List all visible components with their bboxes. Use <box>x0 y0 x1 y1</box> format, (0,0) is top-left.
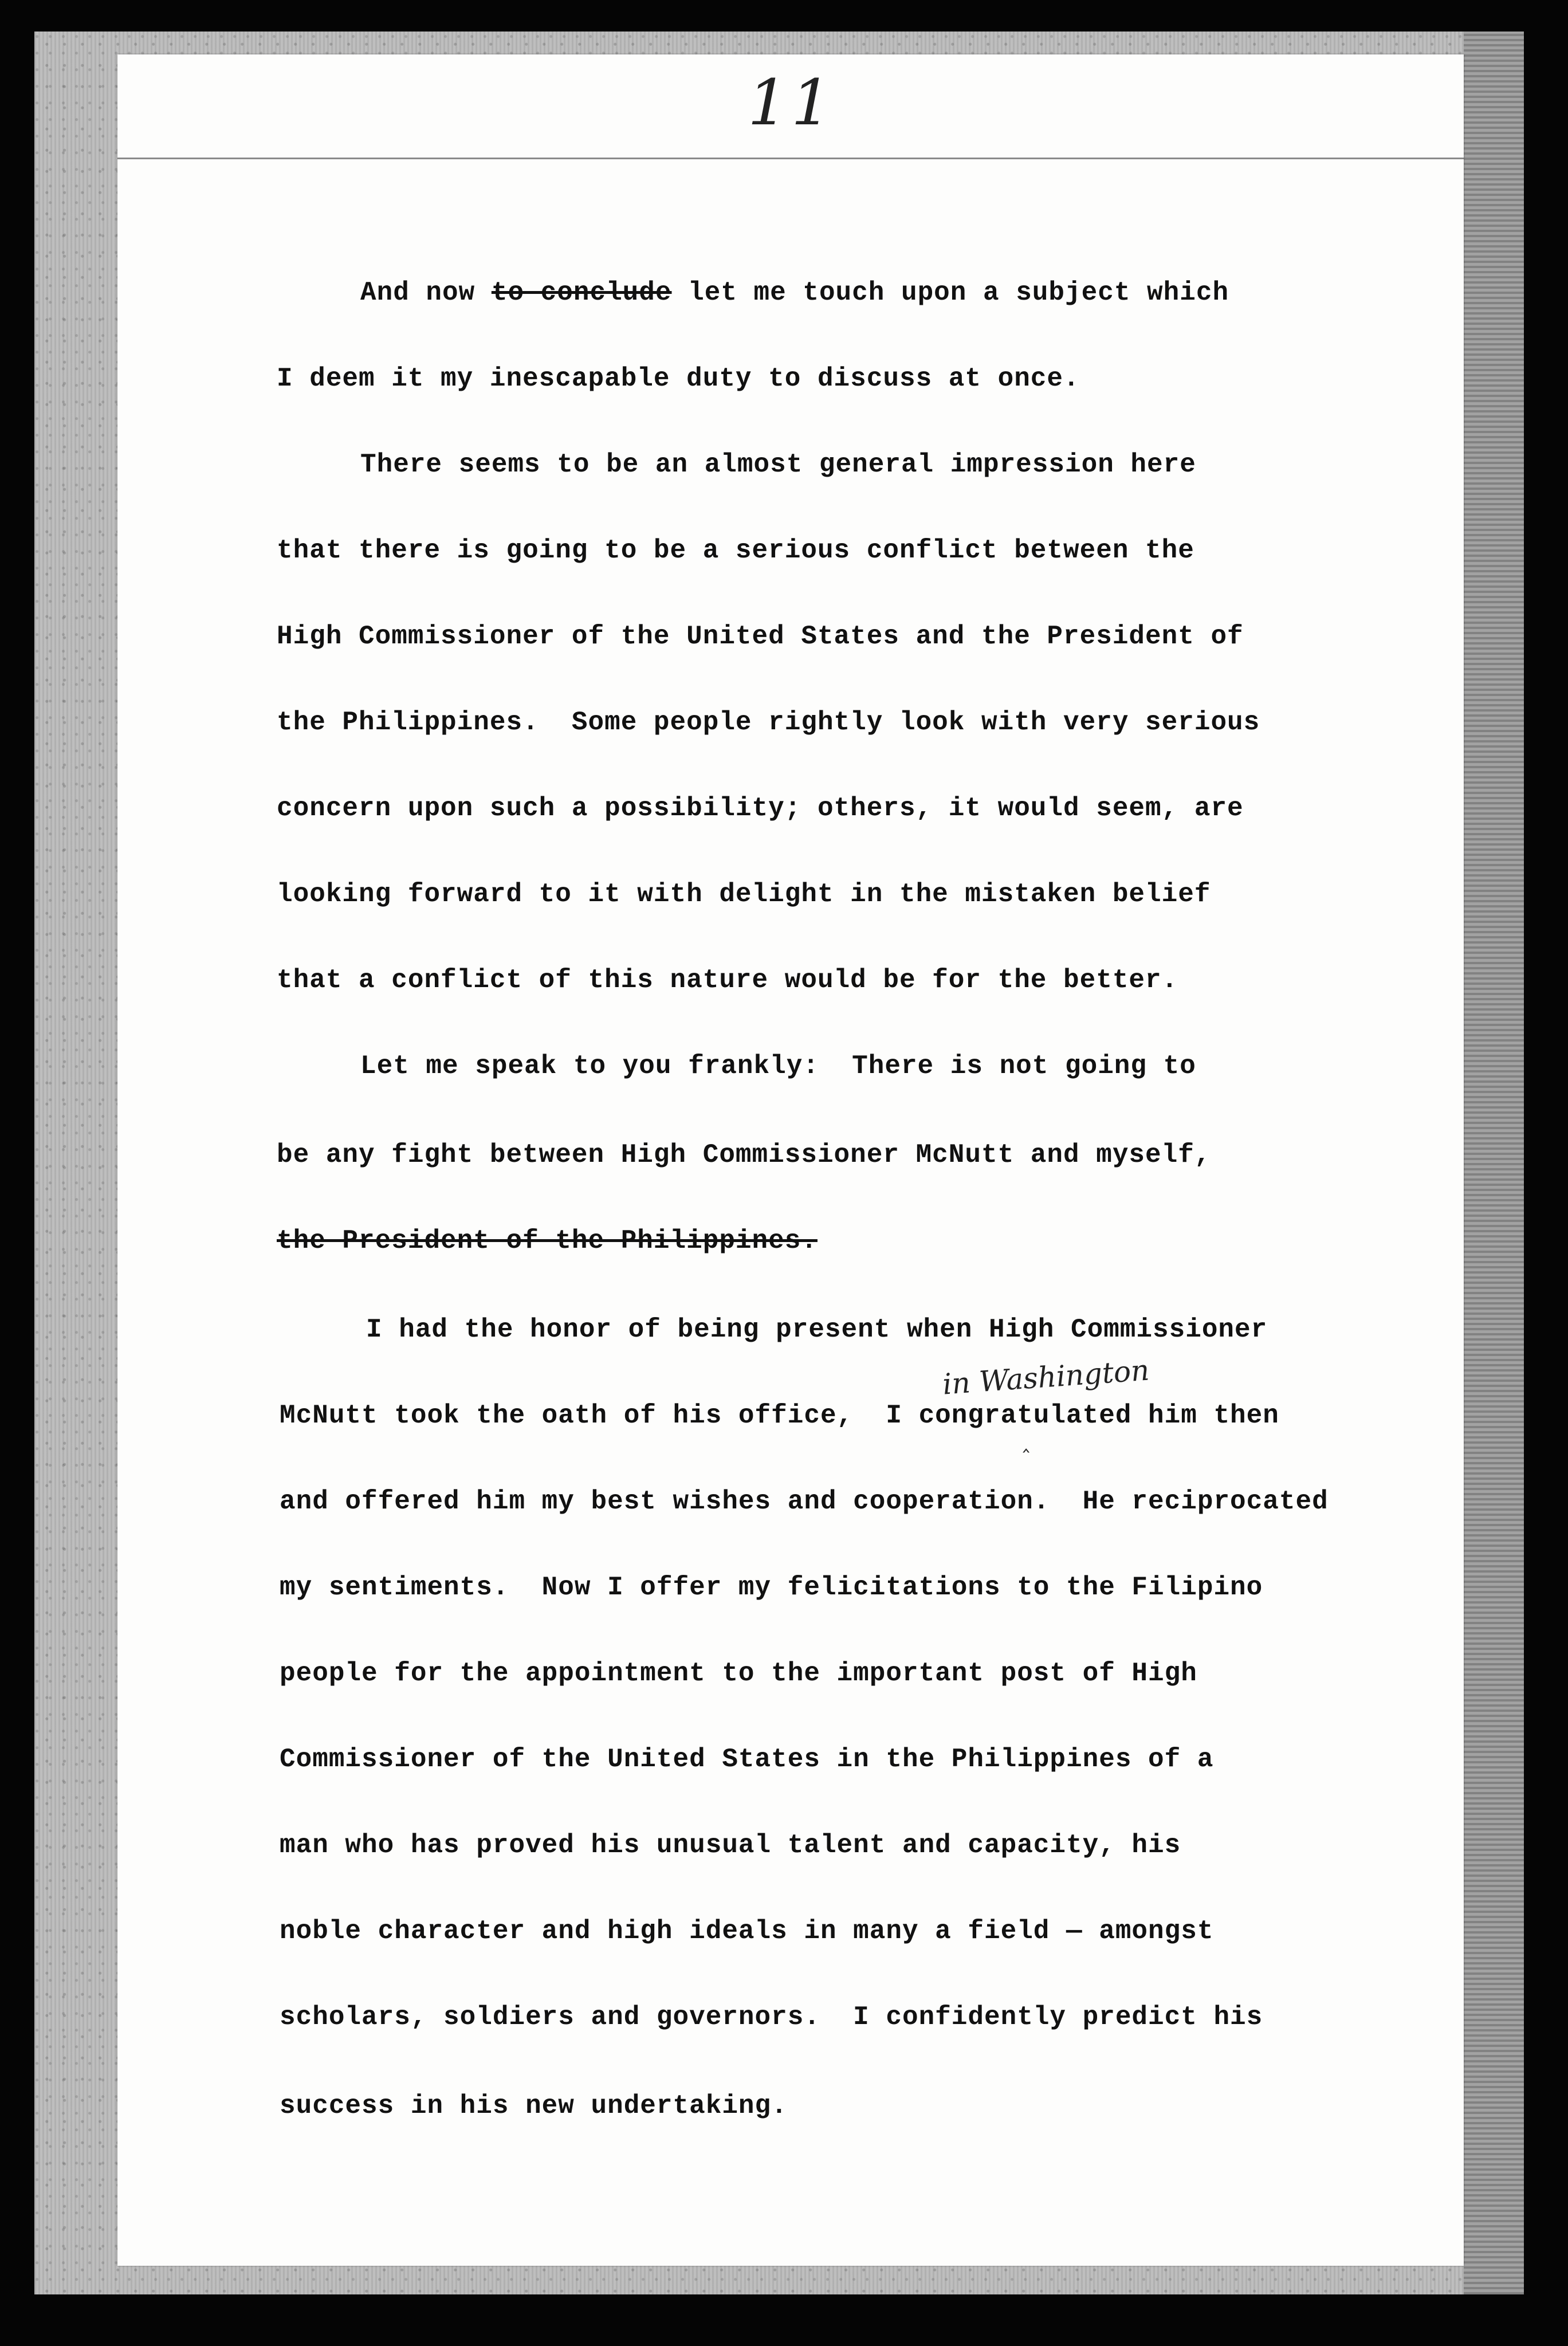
text-line-4: that there is going to be a serious conflict between the <box>277 536 1194 565</box>
text-line-10: Let me speak to you frankly: There is not going to <box>360 1051 1196 1081</box>
text-line-22: success in his new undertaking. <box>280 2091 788 2121</box>
text-line-8: looking forward to it with delight in the mistaken belief <box>277 879 1211 909</box>
text-line-15: and offered him my best wishes and cooperation. He reciprocated <box>280 1487 1329 1516</box>
text-line-16: my sentiments. Now I offer my felicitations to the Filipino <box>280 1573 1263 1602</box>
handwritten-insert: in Washington <box>941 1353 1150 1401</box>
struck-text: to conclude <box>491 278 672 308</box>
line-text: And now <box>360 278 492 308</box>
text-line-6: the Philippines. Some people rightly look with very serious <box>277 708 1260 737</box>
text-line-17: people for the appointment to the important post of High <box>280 1659 1197 1688</box>
text-line-13: I had the honor of being present when High Commissioner <box>366 1315 1268 1345</box>
text-line-9: that a conflict of this nature would be for the better. <box>277 965 1178 995</box>
text-line-18: Commissioner of the United States in the Philippines of a <box>280 1744 1214 1774</box>
text-line-20: noble character and high ideals in many a field — amongst <box>280 1916 1214 1946</box>
top-rule <box>117 158 1464 159</box>
text-line-7: concern upon such a possibility; others, it would seem, are <box>277 793 1244 823</box>
struck-text: the President of the Philippines. <box>277 1226 818 1256</box>
text-line-12 <box>277 1226 818 1256</box>
text-line-5: High Commissioner of the United States and the President of <box>277 622 1244 651</box>
text-line-3: There seems to be an almost general impression here <box>360 450 1196 480</box>
insertion-caret: ‸ <box>1023 1429 1030 1453</box>
text-line-14: McNutt took the oath of his office, I congratulated him then <box>280 1401 1279 1431</box>
line-text: let me touch upon a subject which <box>671 278 1229 308</box>
text-line-11: be any fight between High Commissioner McNutt and myself, <box>277 1140 1211 1170</box>
document-page <box>117 54 1464 2266</box>
film-edge <box>1464 32 1524 2294</box>
page-number: 11 <box>748 66 835 139</box>
text-line-21: scholars, soldiers and governors. I confidently predict his <box>280 2002 1263 2032</box>
text-line-2: I deem it my inescapable duty to discuss at once. <box>277 364 1080 394</box>
text-line-1 <box>360 278 1229 308</box>
text-line-19: man who has proved his unusual talent and capacity, his <box>280 1830 1181 1860</box>
